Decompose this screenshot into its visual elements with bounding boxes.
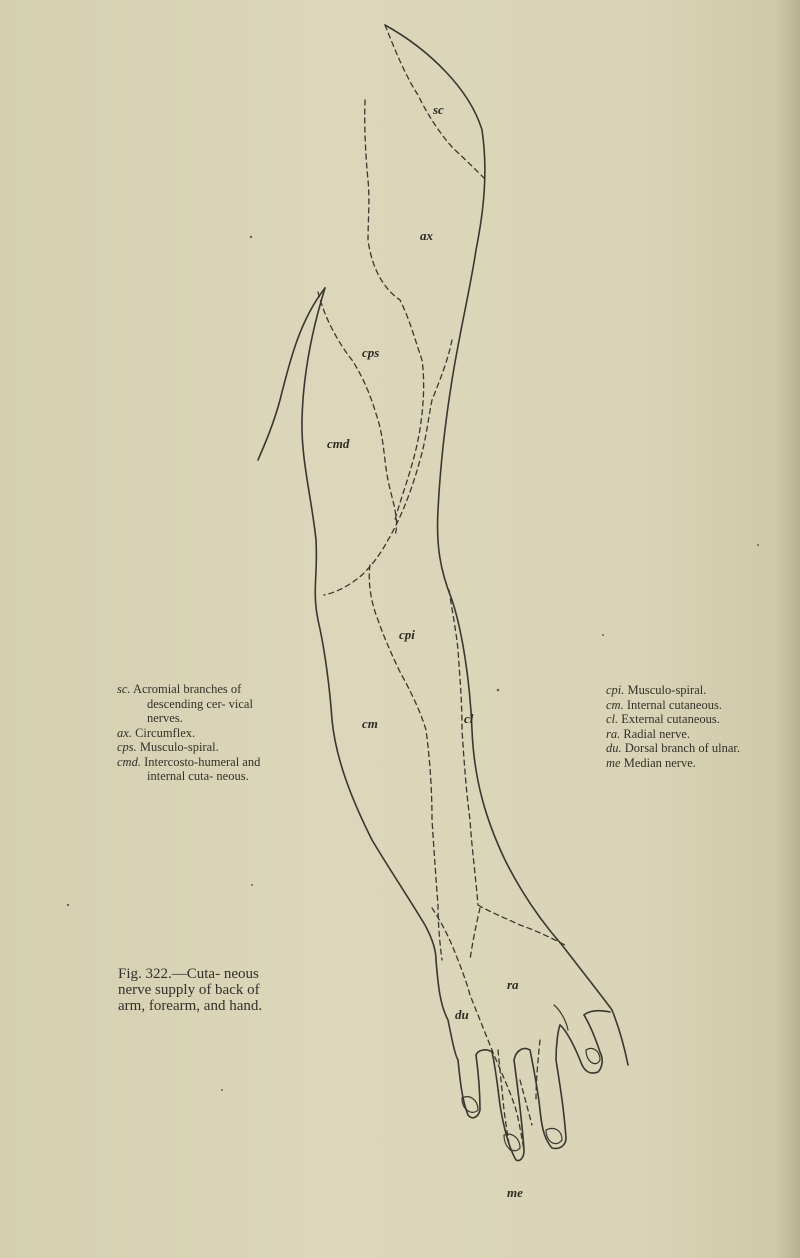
label-cpi: cpi	[399, 627, 415, 642]
label-cl: cl	[464, 711, 474, 726]
legend-item: cmd. Intercosto-humeral and internal cuta- neous.	[117, 754, 261, 783]
label-sc: sc	[433, 102, 444, 117]
legend-left	[117, 682, 287, 784]
legend-item: cps. Musculo-spiral.	[117, 740, 219, 754]
label-cm: cm	[362, 716, 378, 731]
label-ax: ax	[420, 228, 433, 243]
legend-item: cpi. Musculo-spiral.	[606, 683, 707, 697]
figure-caption: Fig. 322.—Cuta- neous nerve supply of back of arm, forearm, and hand.	[118, 966, 263, 1014]
legend-item: cl. External cutaneous.	[606, 712, 720, 726]
legend-item: ra. Radial nerve.	[606, 726, 691, 741]
legend-item: me Median nerve.	[606, 755, 696, 770]
legend-item: ax. Circumflex.	[117, 725, 196, 740]
label-ra: ra	[507, 977, 519, 992]
label-me: me	[507, 1185, 523, 1200]
legend-right	[606, 683, 796, 770]
legend-item: du. Dorsal branch of ulnar.	[606, 741, 740, 755]
legend-item: sc. Acromial branches of descending cer- vical nerves.	[117, 682, 253, 725]
nerve-boundaries	[318, 25, 565, 1150]
paper-specks	[67, 236, 759, 1091]
label-cps: cps	[362, 345, 380, 360]
legend-item: cm. Internal cutaneous.	[606, 697, 722, 712]
label-du: du	[455, 1007, 469, 1022]
label-cmd: cmd	[327, 436, 350, 451]
arm-outline	[258, 25, 628, 1161]
